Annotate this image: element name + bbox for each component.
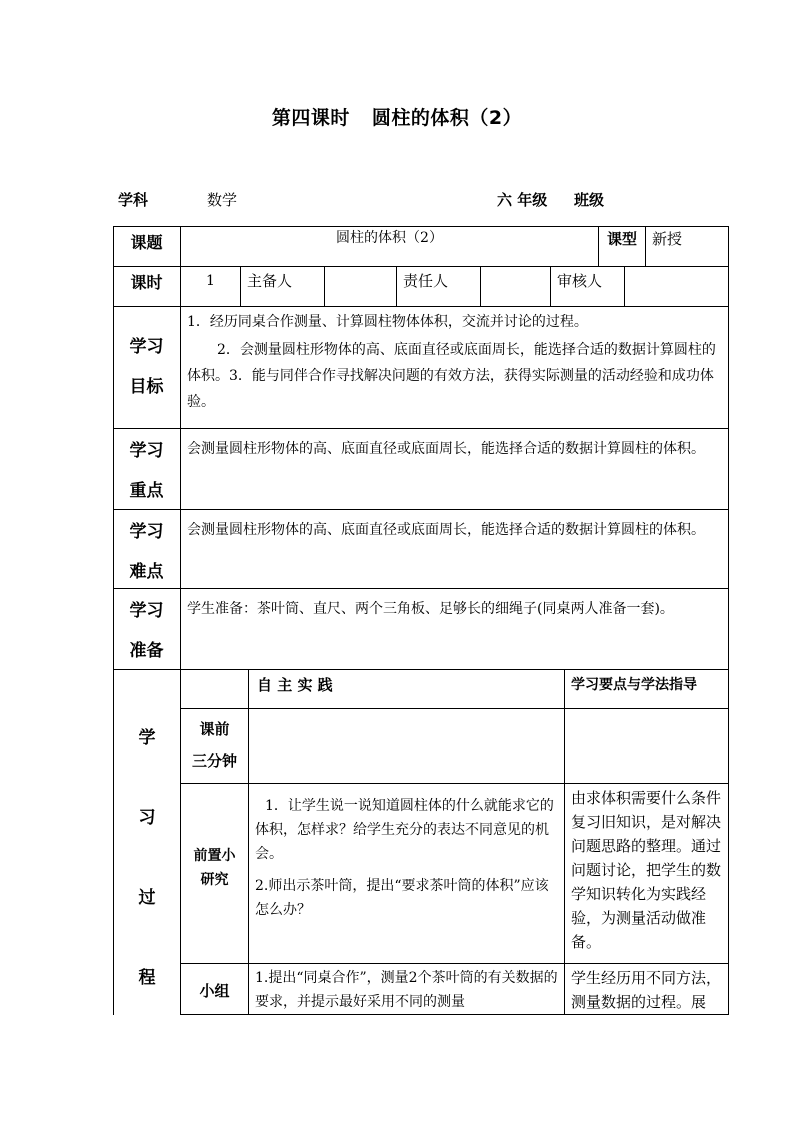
pre-study-content	[249, 784, 565, 964]
title-topic: 圆柱的体积（2）	[371, 107, 523, 129]
pre-study-item-2: 2.师出示茶叶筒，提出“要求茶叶筒的体积”应该怎么办？	[255, 878, 549, 918]
preparation-label: 学习 准备	[113, 589, 181, 670]
pre-study-guide: 由求体积需要什么条件复习旧知识，是对解决问题思路的整理。通过问题讨论，把学生的数学知识转化为实践经验，为测量活动做准备。	[565, 784, 729, 964]
guide-header: 学习要点与学法指导	[565, 670, 729, 709]
grade-label: 六 年级	[497, 191, 548, 209]
group-content: 1.提出“同桌合作”，测量2个茶叶筒的有关数据的要求，并提示最好采用不同的测量	[249, 964, 565, 1015]
hours-value: 1	[181, 267, 241, 307]
difficulties-label: 学习 难点	[113, 510, 181, 589]
subject-value: 数学	[207, 191, 238, 209]
before-class-guide	[565, 709, 729, 784]
hours-label: 课时	[113, 267, 181, 307]
difficulties-content: 会测量圆柱形物体的高、底面直径或底面周长，能选择合适的数据计算圆柱的体积。	[181, 510, 729, 589]
pre-study-label: 前置小 研究	[181, 784, 249, 964]
practice-header: 自 主 实 践	[249, 670, 565, 709]
reviewer-label: 审核人	[551, 267, 625, 307]
key-points-label: 学习 重点	[113, 429, 181, 510]
before-class-content	[249, 709, 565, 784]
preparer-label: 主备人	[241, 267, 325, 307]
objective-1: 1．经历同桌合作测量、计算圆柱物体体积，交流并讨论的过程。	[187, 314, 588, 330]
page-title	[0, 103, 794, 130]
lesson-type-value: 新授	[646, 226, 729, 267]
process-side-label: 学 习 过 程	[113, 670, 181, 1015]
preparer-value	[325, 267, 397, 307]
topic-label: 课题	[113, 226, 181, 267]
key-points-content: 会测量圆柱形物体的高、底面直径或底面周长，能选择合适的数据计算圆柱的体积。	[181, 429, 729, 510]
pre-study-item-1: 1．让学生说一说知道圆柱体的什么就能求它的体积，怎样求？给学生充分的表达不同意见的机会。	[255, 798, 554, 862]
group-label: 小组	[181, 964, 249, 1015]
objective-2-3: 2．会测量圆柱形物体的高、底面直径或底面周长，能选择合适的数据计算圆柱的体积。3．能与同伴合作寻找解决问题的有效方法，获得实际测量的活动经验和成功体验。	[187, 342, 716, 410]
objectives-content	[181, 307, 729, 429]
title-lesson: 第四课时	[271, 107, 350, 129]
group-guide: 学生经历用不同方法，测量数据的过程。展	[565, 964, 729, 1015]
class-label: 班级	[574, 191, 605, 209]
process-header-blank	[181, 670, 249, 709]
preparation-content: 学生准备：茶叶筒、直尺、两个三角板、足够长的细绳子(同桌两人准备一套)。	[181, 589, 729, 670]
topic-value: 圆柱的体积（2）	[181, 226, 599, 267]
lesson-type-label: 课型	[599, 226, 646, 267]
objectives-label: 学习 目标	[113, 307, 181, 429]
subject-label: 学科	[118, 191, 149, 209]
responsible-value	[481, 267, 551, 307]
before-class-label: 课前 三分钟	[181, 709, 249, 784]
responsible-label: 责任人	[397, 267, 481, 307]
reviewer-value	[625, 267, 729, 307]
